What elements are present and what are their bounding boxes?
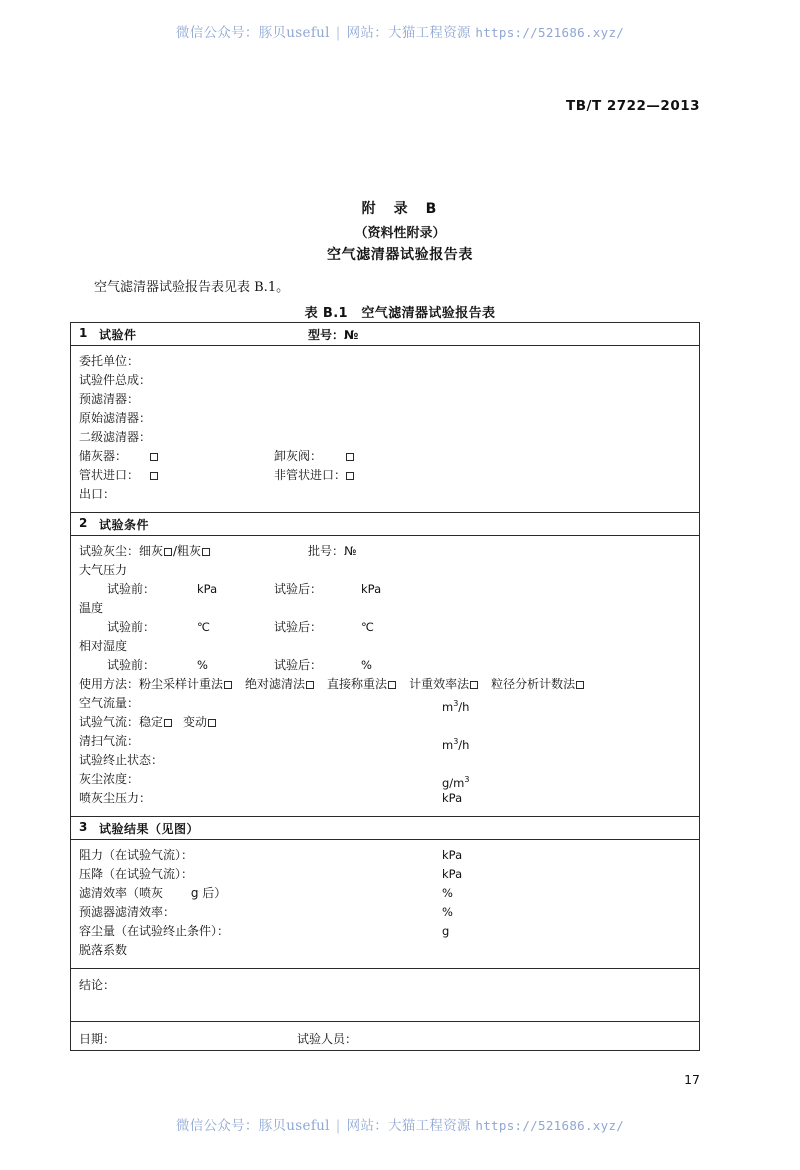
unit-air-flow: $m^3/h$ bbox=[442, 699, 470, 714]
label-date: 日期： bbox=[79, 1032, 116, 1046]
label-humidity-after: 试验后： bbox=[274, 658, 323, 672]
table-caption: 表 B.1 空气滤清器试验报告表 bbox=[304, 306, 496, 321]
label-resistance: 阻力（在试验气流）： bbox=[79, 848, 194, 862]
unit-pressure-drop: kPa bbox=[442, 867, 463, 881]
field-row-purge-airflow bbox=[71, 732, 699, 751]
watermark-separator: | bbox=[335, 25, 341, 41]
unit-pressure-after: kPa bbox=[361, 582, 382, 596]
watermark-wechat-value-bottom: 豚贝useful bbox=[258, 1118, 330, 1134]
label-purge-airflow: 清扫气流： bbox=[79, 734, 140, 748]
unit-purge-airflow: $m^3/h$ bbox=[442, 737, 470, 752]
watermark-bottom bbox=[0, 1114, 800, 1134]
label-tubular-inlet: 管状进口： bbox=[79, 468, 140, 482]
field-row-shedding-coefficient bbox=[71, 941, 699, 960]
checkbox-dust-valve[interactable] bbox=[346, 453, 354, 461]
model-number-label: 型号：№ bbox=[308, 328, 359, 342]
unit-spray-pressure: kPa bbox=[442, 791, 463, 805]
appendix-name: 空气滤清器试验报告表 bbox=[327, 247, 473, 263]
section-2-header bbox=[71, 513, 699, 536]
label-method-5: 粒径分析计数法 bbox=[491, 677, 576, 691]
watermark-wechat-value: 豚贝useful bbox=[258, 25, 330, 41]
unit-dust-capacity: g bbox=[442, 924, 450, 938]
appendix-title: 附 录 B bbox=[361, 201, 439, 217]
field-row-humidity-values bbox=[71, 656, 699, 675]
field-row-tubular-inlet bbox=[71, 466, 699, 485]
field-row-test-methods bbox=[71, 675, 699, 694]
section-1-header bbox=[71, 323, 699, 346]
checkbox-airflow-variable[interactable] bbox=[208, 719, 216, 727]
label-batch-number: 批号：№ bbox=[308, 544, 357, 558]
section-3-header bbox=[71, 817, 699, 840]
watermark-url-bottom: https://521686.xyz/ bbox=[475, 1118, 625, 1133]
checkbox-non-tubular-inlet[interactable] bbox=[346, 472, 354, 480]
section-3-label: 试验结果（见图） bbox=[99, 822, 200, 836]
field-row-pressure-values bbox=[71, 580, 699, 599]
label-dust-collector: 储灰器： bbox=[79, 449, 128, 463]
section-2-body bbox=[71, 536, 699, 817]
label-termination-state: 试验终止状态： bbox=[79, 753, 164, 767]
label-test-assembly: 试验件总成： bbox=[79, 373, 152, 387]
field-row-client-unit bbox=[71, 352, 699, 371]
field-row-pressure-drop bbox=[71, 865, 699, 884]
section-1-number: 1 bbox=[79, 326, 88, 340]
label-method: 使用方法： bbox=[79, 677, 140, 691]
section-1-label: 试验件 bbox=[99, 328, 137, 342]
label-shedding-coefficient: 脱落系数 bbox=[79, 943, 128, 957]
label-pressure-after: 试验后： bbox=[274, 582, 323, 596]
unit-dust-concentration: $g/m^3$ bbox=[442, 775, 470, 790]
unit-resistance: kPa bbox=[442, 848, 463, 862]
label-non-tubular-inlet: 非管状进口： bbox=[274, 468, 347, 482]
label-temperature: 温度 bbox=[79, 601, 104, 615]
field-row-test-assembly bbox=[71, 371, 699, 390]
checkbox-dust-collector[interactable] bbox=[150, 453, 158, 461]
intro-paragraph: 空气滤清器试验报告表见表 B.1。 bbox=[94, 280, 290, 295]
label-test-airflow-variable: 变动 bbox=[183, 715, 208, 729]
field-row-pre-filter-efficiency bbox=[71, 903, 699, 922]
field-row-test-dust bbox=[71, 542, 699, 561]
watermark-site-label: 网站： bbox=[346, 25, 388, 41]
label-temperature-after: 试验后： bbox=[274, 620, 323, 634]
label-conclusion: 结论： bbox=[79, 978, 116, 992]
field-row-temperature bbox=[71, 599, 699, 618]
field-row-temperature-values bbox=[71, 618, 699, 637]
checkbox-tubular-inlet[interactable] bbox=[150, 472, 158, 480]
label-secondary-filter: 二级滤清器： bbox=[79, 430, 152, 444]
label-test-airflow-steady: 试验气流：稳定 bbox=[79, 715, 164, 729]
checkbox-method-gravimetric-efficiency[interactable] bbox=[470, 681, 478, 689]
section-1-body bbox=[71, 346, 699, 513]
unit-temperature-before: ℃ bbox=[197, 620, 210, 634]
watermark-wechat-label-bottom: 微信公众号： bbox=[175, 1118, 259, 1134]
watermark-site-value-bottom: 大猫工程资源 bbox=[388, 1118, 471, 1134]
page-number: 17 bbox=[684, 1072, 700, 1087]
section-3-number: 3 bbox=[79, 820, 88, 834]
label-client-unit: 委托单位： bbox=[79, 354, 140, 368]
unit-temperature-after: ℃ bbox=[361, 620, 374, 634]
section-2-number: 2 bbox=[79, 516, 88, 530]
checkbox-fine-dust[interactable] bbox=[164, 548, 172, 556]
label-filtration-efficiency: 滤清效率（喷灰 g 后） bbox=[79, 886, 227, 900]
watermark-site-value: 大猫工程资源 bbox=[388, 25, 471, 41]
unit-humidity-after: % bbox=[361, 658, 372, 672]
watermark-url: https://521686.xyz/ bbox=[475, 25, 625, 40]
label-spray-pressure: 喷灰尘压力： bbox=[79, 791, 152, 805]
air-filter-test-report-table bbox=[70, 322, 700, 1051]
label-test-dust-coarse: /粗灰 bbox=[173, 544, 202, 558]
checkbox-method-absolute-filtration[interactable] bbox=[306, 681, 314, 689]
watermark-top bbox=[0, 21, 800, 41]
checkbox-method-dust-sampling-gravimetric[interactable] bbox=[224, 681, 232, 689]
section-3-body bbox=[71, 840, 699, 969]
field-row-termination-state bbox=[71, 751, 699, 770]
unit-pressure-before: kPa bbox=[197, 582, 218, 596]
field-row-secondary-filter bbox=[71, 428, 699, 447]
label-pre-filter-efficiency: 预滤器滤清效率： bbox=[79, 905, 176, 919]
checkbox-method-particle-size-counting[interactable] bbox=[576, 681, 584, 689]
section-2-label: 试验条件 bbox=[99, 518, 150, 532]
footer-cell bbox=[71, 1022, 699, 1050]
unit-humidity-before: % bbox=[197, 658, 208, 672]
label-humidity-before: 试验前： bbox=[107, 658, 156, 672]
watermark-separator-bottom: | bbox=[335, 1118, 341, 1134]
label-relative-humidity: 相对湿度 bbox=[79, 639, 128, 653]
label-test-dust-fine: 试验灰尘：细灰 bbox=[79, 544, 164, 558]
label-dust-concentration: 灰尘浓度： bbox=[79, 772, 140, 786]
label-primary-filter: 原始滤清器： bbox=[79, 411, 152, 425]
label-dust-capacity: 容尘量（在试验终止条件）： bbox=[79, 924, 230, 938]
label-pressure-drop: 压降（在试验气流）： bbox=[79, 867, 194, 881]
watermark-site-label-bottom: 网站： bbox=[346, 1118, 388, 1134]
checkbox-method-direct-weighing[interactable] bbox=[388, 681, 396, 689]
field-row-air-flow bbox=[71, 694, 699, 713]
unit-pre-filter-efficiency: % bbox=[442, 905, 453, 919]
field-row-dust-collector bbox=[71, 447, 699, 466]
label-pressure-before: 试验前： bbox=[107, 582, 156, 596]
label-method-3: 直接称重法 bbox=[327, 677, 388, 691]
field-row-resistance bbox=[71, 846, 699, 865]
field-row-atmospheric-pressure bbox=[71, 561, 699, 580]
label-outlet: 出口： bbox=[79, 487, 116, 501]
unit-filtration-efficiency: % bbox=[442, 886, 453, 900]
checkbox-coarse-dust[interactable] bbox=[202, 548, 210, 556]
label-method-4: 计重效率法 bbox=[409, 677, 470, 691]
field-row-spray-pressure bbox=[71, 789, 699, 808]
field-row-pre-filter bbox=[71, 390, 699, 409]
label-pre-filter: 预滤清器： bbox=[79, 392, 140, 406]
field-row-relative-humidity bbox=[71, 637, 699, 656]
field-row-dust-capacity bbox=[71, 922, 699, 941]
field-row-outlet bbox=[71, 485, 699, 504]
conclusion-cell bbox=[71, 969, 699, 1022]
field-row-primary-filter bbox=[71, 409, 699, 428]
field-row-dust-concentration bbox=[71, 770, 699, 789]
watermark-wechat-label: 微信公众号： bbox=[175, 25, 259, 41]
field-row-filtration-efficiency bbox=[71, 884, 699, 903]
label-air-flow: 空气流量： bbox=[79, 696, 140, 710]
field-row-test-airflow bbox=[71, 713, 699, 732]
checkbox-airflow-steady[interactable] bbox=[164, 719, 172, 727]
label-method-1: 粉尘采样计重法 bbox=[139, 677, 224, 691]
appendix-subtitle: （资料性附录） bbox=[354, 226, 446, 241]
label-dust-valve: 卸灰阀： bbox=[274, 449, 323, 463]
standard-number: TB/T 2722—2013 bbox=[566, 98, 700, 114]
label-temperature-before: 试验前： bbox=[107, 620, 156, 634]
label-atmospheric-pressure: 大气压力 bbox=[79, 563, 128, 577]
label-test-personnel: 试验人员： bbox=[297, 1032, 358, 1046]
label-method-2: 绝对滤清法 bbox=[245, 677, 306, 691]
